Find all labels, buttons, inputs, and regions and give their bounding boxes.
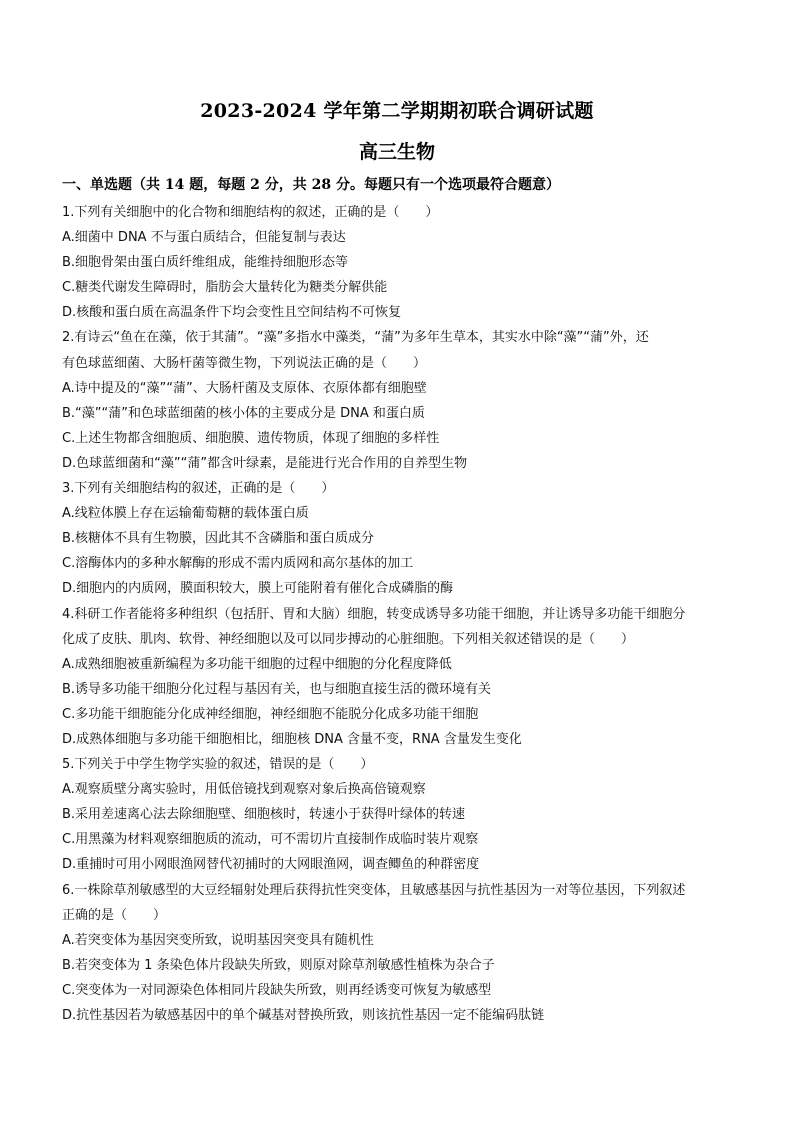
- question-stem: 5.下列关于中学生物学实验的叙述，错误的是（ ）: [62, 757, 374, 773]
- option-d: D.重捕时可用小网眼渔网替代初捕时的大网眼渔网，调查鲫鱼的种群密度: [62, 857, 480, 873]
- exam-title: 2023-2024 学年第二学期期初联合调研试题: [200, 100, 594, 122]
- exam-subtitle: 高三生物: [358, 141, 435, 163]
- section-heading: 一、单选题（共 14 题，每题 2 分，共 28 分。每题只有一个选项最符合题意）: [62, 177, 560, 193]
- question-stem: 3.下列有关细胞结构的叙述，正确的是（ ）: [62, 481, 335, 497]
- option-c: C.突变体为一对同源染色体相同片段缺失所致，则再经诱变可恢复为敏感型: [62, 982, 492, 998]
- question-6: [62, 878, 734, 1029]
- option-a: A.线粒体膜上存在运输葡萄糖的载体蛋白质: [62, 506, 309, 522]
- question-stem: 6.一株除草剂敏感型的大豆经辐射处理后获得抗性突变体，且敏感基因与抗性基因为一对等位基因，下列叙述: [62, 882, 686, 898]
- option-d: D.抗性基因若为敏感基因中的单个碱基对替换所致，则该抗性基因一定不能编码肽链: [62, 1008, 545, 1023]
- question-stem: 4.科研工作者能将多种组织（包括肝、胃和大脑）细胞，转变成诱导多功能干细胞，并让诱导多功能干细胞分: [62, 606, 686, 622]
- question-stem: 1.下列有关细胞中的化合物和细胞结构的叙述，正确的是（ ）: [62, 205, 439, 220]
- question-list: [62, 200, 734, 1028]
- question-3: [62, 476, 734, 601]
- question-1: [62, 200, 734, 325]
- option-c: C.多功能干细胞能分化成神经细胞，神经细胞不能脱分化成多功能干细胞: [62, 706, 479, 722]
- option-a: A.观察质壁分离实验时，用低倍镜找到观察对象后换高倍镜观察: [62, 782, 426, 798]
- option-b: B.若突变体为 1 条染色体片段缺失所致，则原对除草剂敏感性植株为杂合子: [62, 957, 495, 973]
- option-d: D.成熟体细胞与多功能干细胞相比，细胞核 DNA 含量不变，RNA 含量发生变化: [62, 731, 522, 747]
- option-a: A.诗中提及的“藻”“蒲”、大肠杆菌及支原体、衣原体都有细胞壁: [62, 380, 427, 396]
- option-c: C.上述生物都含细胞质、细胞膜、遗传物质，体现了细胞的多样性: [62, 430, 440, 446]
- option-d: D.细胞内的内质网，膜面积较大，膜上可能附着有催化合成磷脂的酶: [62, 581, 454, 597]
- option-b: B.诱导多功能干细胞分化过程与基因有关，也与细胞直接生活的微环境有关: [62, 681, 492, 697]
- option-b: B.采用差速离心法去除细胞壁、细胞核时，转速小于获得叶绿体的转速: [62, 807, 466, 823]
- question-5: [62, 752, 734, 877]
- option-b: B.“藻”“蒲”和色球蓝细菌的核小体的主要成分是 DNA 和蛋白质: [62, 405, 425, 421]
- option-c: C.糖类代谢发生障碍时，脂肪会大量转化为糖类分解供能: [62, 280, 388, 296]
- option-b: B.细胞骨架由蛋白质纤维组成，能维持细胞形态等: [62, 255, 349, 271]
- option-c: C.用黑藻为材料观察细胞质的流动，可不需切片直接制作成临时装片观察: [62, 832, 479, 848]
- question-stem-continued: 化成了皮肤、肌肉、软骨、神经细胞以及可以同步搏动的心脏细胞。下列相关叙述错误的是（ ）: [62, 631, 635, 647]
- question-stem: 2.有诗云“鱼在在藻，依于其蒲”。“藻”多指水中藻类，“蒲”为多年生草本，其实水中除“藻”“蒲”外，还: [62, 330, 649, 346]
- option-c: C.溶酶体内的多种水解酶的形成不需内质网和高尔基体的加工: [62, 556, 414, 572]
- option-a: A.若突变体为基因突变所致，说明基因突变具有随机性: [62, 932, 374, 948]
- option-d: D.核酸和蛋白质在高温条件下均会变性且空间结构不可恢复: [62, 305, 402, 321]
- question-stem-continued: 正确的是（ ）: [62, 907, 167, 923]
- option-b: B.核糖体不具有生物膜，因此其不含磷脂和蛋白质成分: [62, 531, 375, 547]
- question-4: [62, 602, 734, 753]
- question-2: [62, 325, 734, 476]
- question-stem-continued: 有色球蓝细菌、大肠杆菌等微生物，下列说法正确的是（ ）: [62, 355, 427, 371]
- option-a: A.成熟细胞被重新编程为多功能干细胞的过程中细胞的分化程度降低: [62, 656, 452, 672]
- option-a: A.细菌中 DNA 不与蛋白质结合，但能复制与表达: [62, 230, 346, 246]
- option-d: D.色球蓝细菌和“藻”“蒲”都含叶绿素，是能进行光合作用的自养型生物: [62, 455, 468, 471]
